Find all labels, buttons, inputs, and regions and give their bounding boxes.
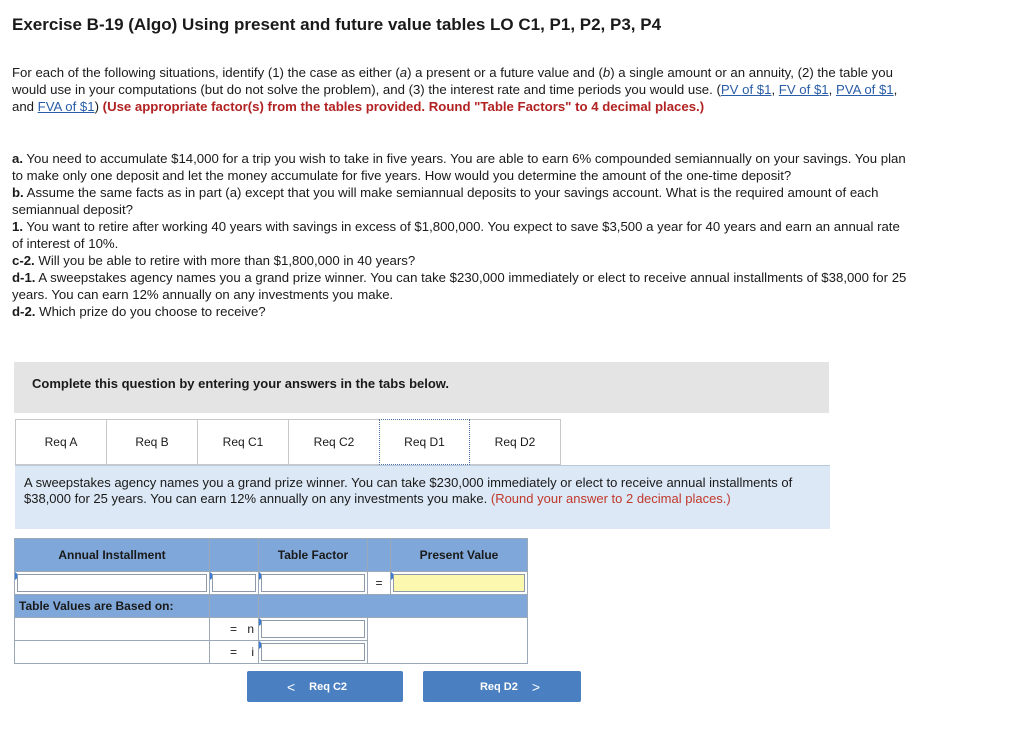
answer-table bbox=[14, 538, 528, 664]
table-factor-cell bbox=[259, 572, 368, 595]
question-list bbox=[12, 150, 912, 320]
i-row-blank bbox=[15, 641, 210, 664]
i-equals: = bbox=[230, 645, 238, 659]
n-i-blank bbox=[368, 618, 528, 664]
question-panel bbox=[15, 466, 830, 529]
tab-req-c1[interactable]: Req C1 bbox=[197, 419, 288, 465]
header-blank bbox=[210, 539, 259, 572]
header-table-factor: Table Factor bbox=[259, 539, 368, 572]
tab-req-b[interactable]: Req B bbox=[106, 419, 197, 465]
tab-req-a[interactable]: Req A bbox=[15, 419, 106, 465]
tab-req-c2[interactable]: Req C2 bbox=[288, 419, 379, 465]
annual-installment-cell bbox=[15, 572, 210, 595]
link-pv-table[interactable]: PV of $1 bbox=[720, 82, 772, 97]
question-d2: d-2. Which prize do you choose to receive? bbox=[12, 304, 266, 319]
chevron-right-icon: > bbox=[531, 678, 541, 695]
multiplier-cell bbox=[210, 572, 259, 595]
header-blank-eq bbox=[368, 539, 391, 572]
req-tabs bbox=[15, 419, 561, 465]
next-req-button[interactable] bbox=[423, 671, 581, 702]
next-req-label: Req D2 bbox=[479, 680, 518, 693]
chevron-left-icon: < bbox=[286, 678, 296, 695]
tab-req-d1[interactable]: Req D1 bbox=[379, 419, 470, 465]
based-on-blank bbox=[210, 595, 259, 618]
i-input[interactable] bbox=[261, 643, 365, 661]
link-fv-table[interactable]: FV of $1 bbox=[778, 82, 829, 97]
tab-req-d2[interactable]: Req D2 bbox=[470, 419, 561, 465]
n-equals: = bbox=[230, 622, 238, 636]
panel-text: A sweepstakes agency names you a grand prize winner. You can take $230,000 immediately or elect to receive annual installments of $38,000 for 25 years. You can earn 12% annually on any investments you make. bbox=[24, 475, 793, 506]
intro-paragraph: For each of the following situations, identify (1) the case as either (a) a present or a future value and (b) a single amount or an annuity, (2) the table you would use in your computations (but do not solve the problem), and (3) the interest rate and time periods you would use. (PV of $1, FV of $1, PVA of $1, and FVA of $1) (Use appropriate factor(s) from the tables provided. Round "Table Factors" to 4 decimal places.) bbox=[12, 65, 898, 114]
equals-sign: = bbox=[368, 572, 391, 595]
exercise-title: Exercise B-19 (Algo) Using present and future value tables LO C1, P1, P2, P3, P4 bbox=[12, 15, 662, 34]
question-c2: c-2. Will you be able to retire with more than $1,800,000 in 40 years? bbox=[12, 253, 416, 268]
n-label: n bbox=[210, 618, 259, 641]
rounding-instruction: (Use appropriate factor(s) from the tables provided. Round "Table Factors" to 4 decimal places.) bbox=[102, 99, 705, 114]
link-pva-table[interactable]: PVA of $1 bbox=[835, 82, 894, 97]
table-values-based-on-label: Table Values are Based on: bbox=[15, 595, 210, 618]
present-value-output bbox=[393, 574, 525, 592]
i-cell bbox=[259, 641, 368, 664]
n-cell bbox=[259, 618, 368, 641]
operator-input[interactable] bbox=[212, 574, 256, 592]
question-d1: d-1. A sweepstakes agency names you a grand prize winner. You can take $230,000 immediately or elect to receive annual installments of $38,000 for 25 years. You can earn 12% annually on any investments you make. bbox=[12, 270, 907, 302]
table-factor-input[interactable] bbox=[261, 574, 365, 592]
prev-req-label: Req C2 bbox=[309, 680, 348, 693]
prev-req-button[interactable] bbox=[247, 671, 403, 702]
header-present-value: Present Value bbox=[391, 539, 528, 572]
link-fva-table[interactable]: FVA of $1 bbox=[37, 99, 95, 114]
n-row-blank bbox=[15, 618, 210, 641]
panel-rounding-note: (Round your answer to 2 decimal places.) bbox=[490, 490, 731, 506]
annual-installment-input[interactable] bbox=[17, 574, 207, 592]
header-annual-installment: Annual Installment bbox=[15, 539, 210, 572]
question-b: b. Assume the same facts as in part (a) except that you will make semiannual deposits to your savings account. What is the required amount of each semiannual deposit? bbox=[12, 185, 879, 217]
present-value-cell bbox=[391, 572, 528, 595]
question-a: a. You need to accumulate $14,000 for a trip you wish to take in five years. You are able to earn 6% compounded semiannually on your savings. You plan to make only one deposit and let the money accumulate for five years. How would you determine the amount of the one-time deposit? bbox=[12, 151, 906, 183]
n-input[interactable] bbox=[261, 620, 365, 638]
question-c1: 1. You want to retire after working 40 years with savings in excess of $1,800,000. You expect to save $3,500 a year for 40 years and earn an annual rate of interest of 10%. bbox=[12, 219, 900, 251]
i-label: i bbox=[210, 641, 259, 664]
based-on-fill bbox=[259, 595, 528, 618]
instruction-box: Complete this question by entering your answers in the tabs below. bbox=[14, 362, 829, 413]
